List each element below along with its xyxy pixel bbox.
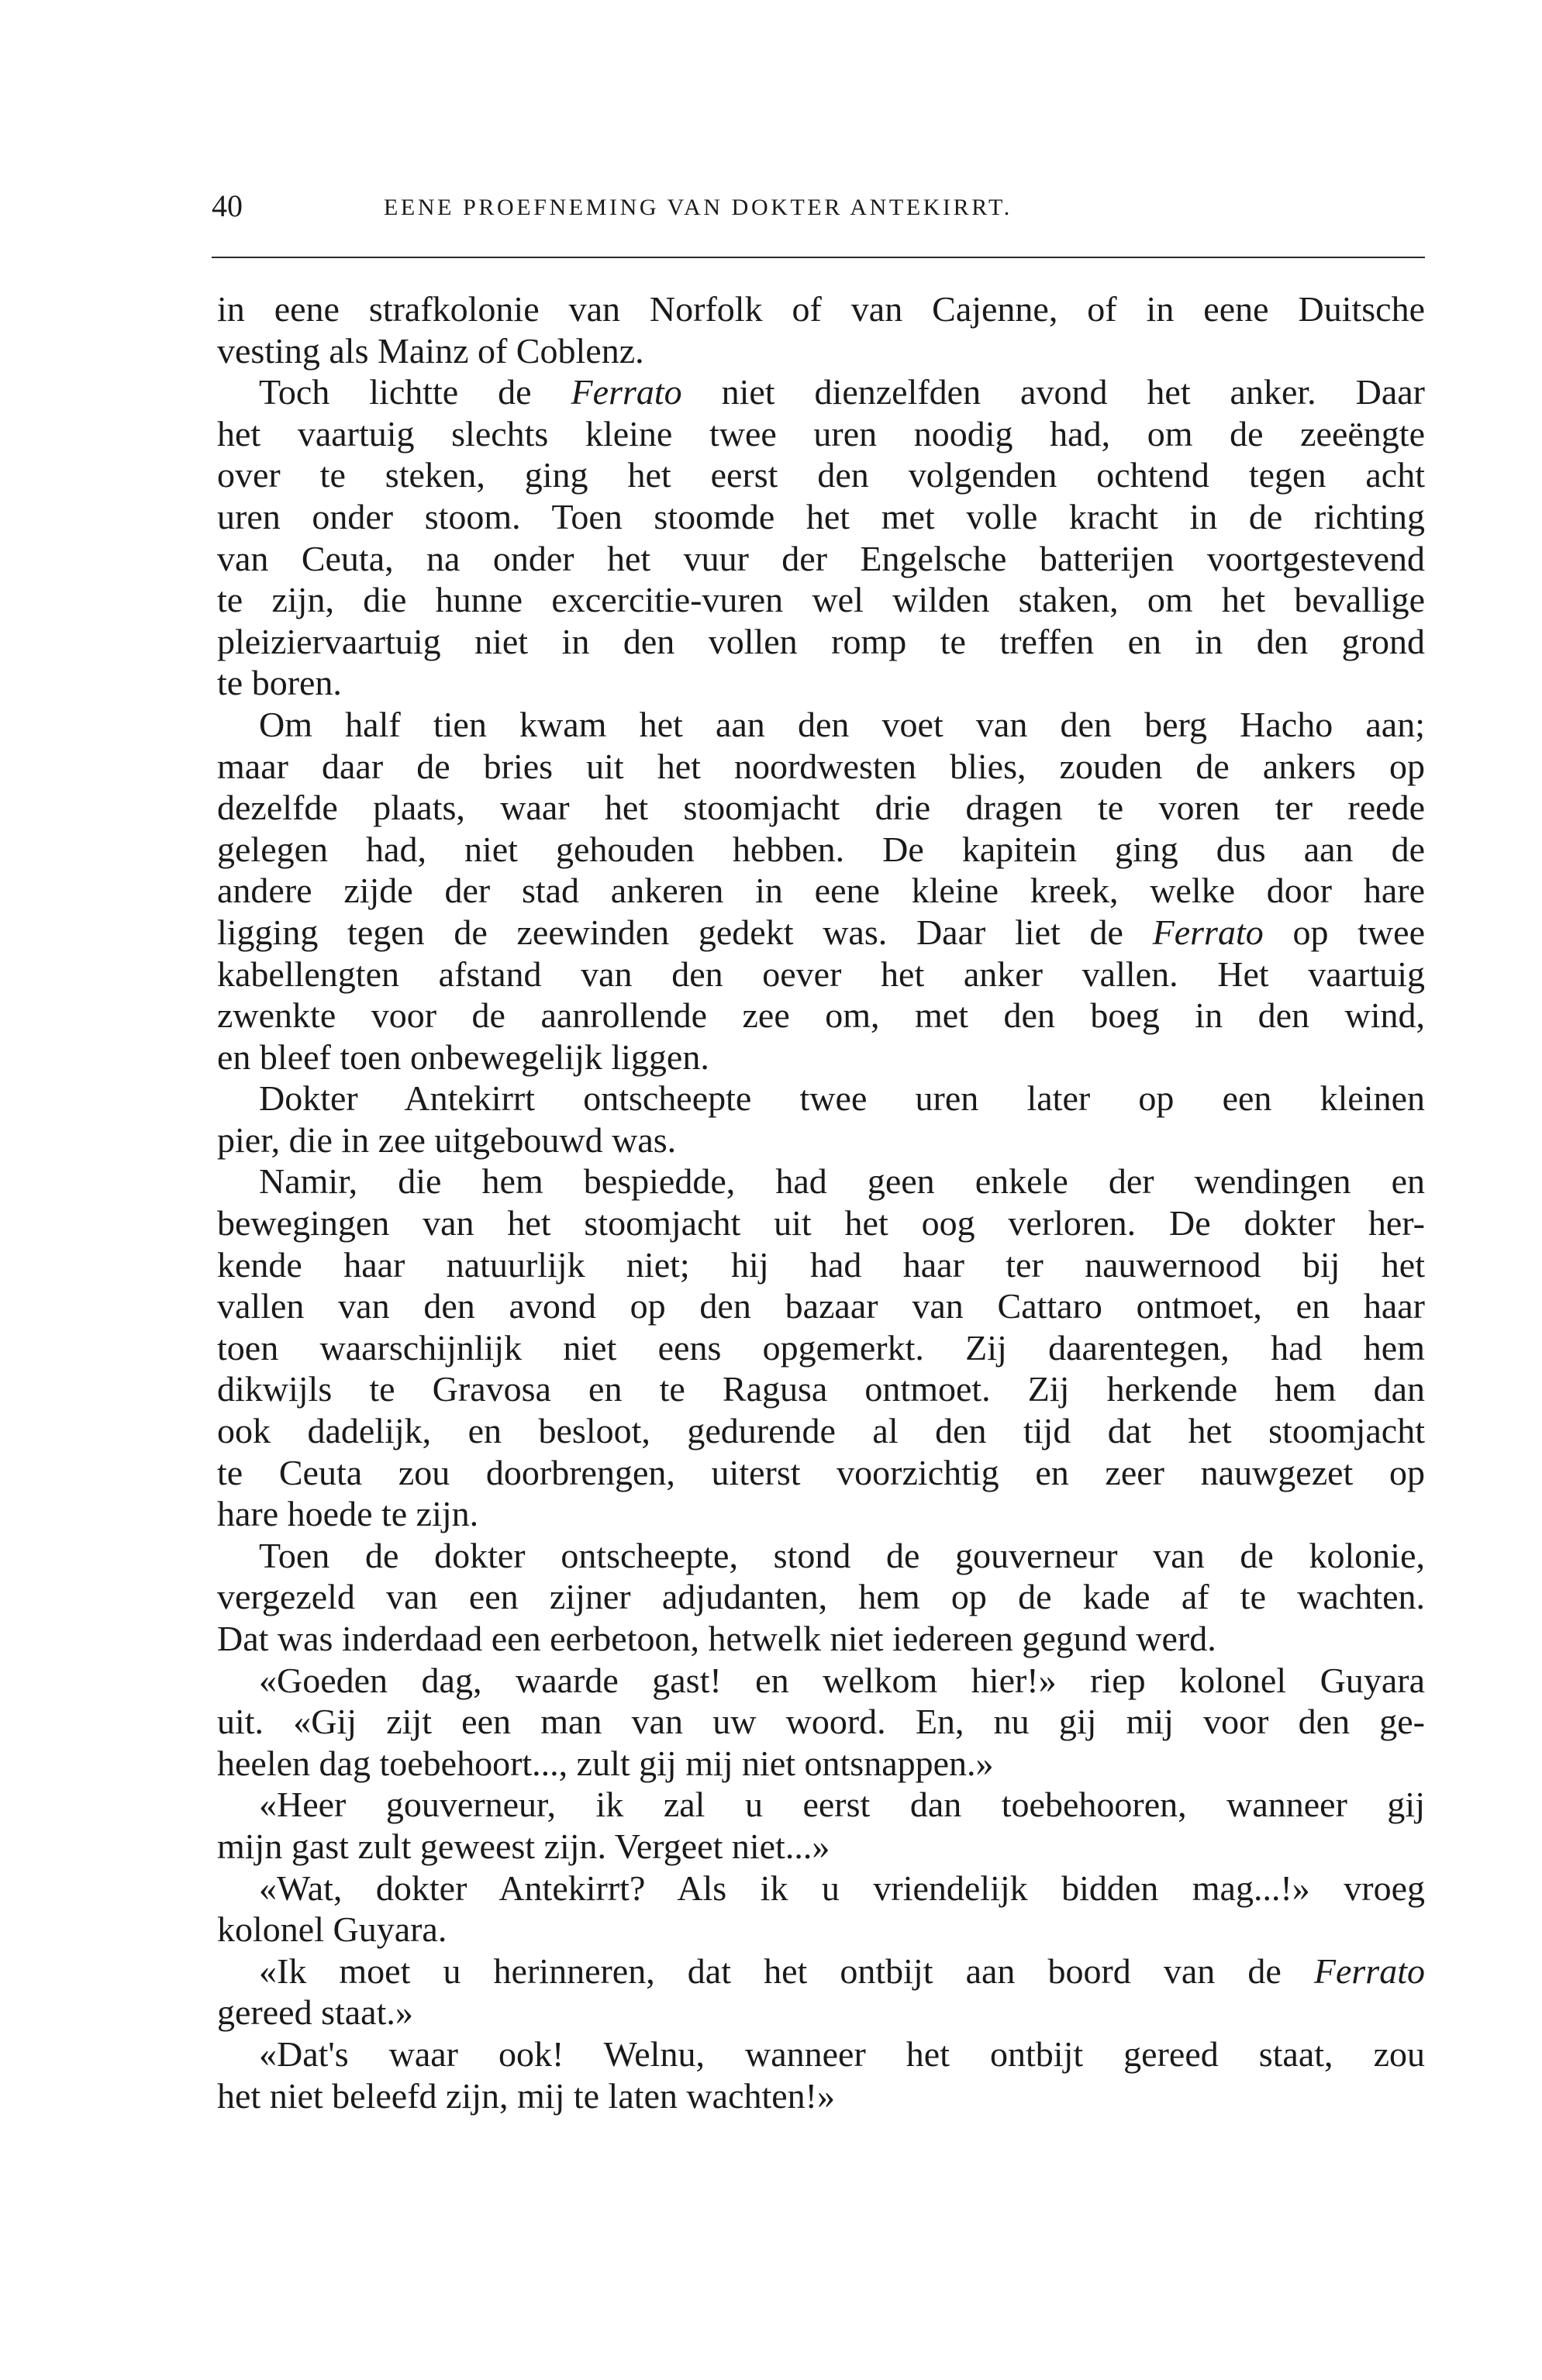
text-line: van Ceuta, na onder het vuur der Engelsche batterijen voortgestevend xyxy=(217,538,1425,578)
text-line: gereed staat.» xyxy=(217,1992,413,2033)
text-line: kolonel Guyara. xyxy=(217,1909,447,1950)
text-line: het niet beleefd zijn, mij te laten wachten!» xyxy=(217,2075,836,2116)
body-text xyxy=(217,288,1425,2116)
text-segment: op twee xyxy=(1263,912,1425,952)
text-line: en bleef toen onbewegelijk liggen. xyxy=(217,1037,709,1077)
text-line: pleiziervaartuig niet in den vollen romp te treffen en in den grond xyxy=(217,621,1425,661)
text-line: Om half tien kwam het aan den voet van den berg Hacho aan; xyxy=(259,704,1425,744)
text-line: hare hoede te zijn. xyxy=(217,1494,479,1534)
text-line: Dat was inderdaad een eerbetoon, hetwelk niet iedereen gegund werd. xyxy=(217,1619,1216,1658)
text-line: kabellengten afstand van den oever het anker vallen. Het vaartuig xyxy=(217,954,1425,994)
italic-ship-name: Ferrato xyxy=(1313,1951,1425,1991)
text-line: uit. «Gij zijt een man van uw woord. En, nu gij mij voor den ge- xyxy=(217,1702,1425,1742)
text-line xyxy=(217,912,1425,954)
text-line: kende haar natuurlijk niet; hij had haar ter nauwernood bij het xyxy=(217,1244,1425,1285)
text-segment: ligging tegen de zeewinden gedekt was. Daar liet de xyxy=(217,912,1153,952)
text-line: vesting als Mainz of Coblenz. xyxy=(217,330,644,371)
text-line: te Ceuta zou doorbrengen, uiterst voorzichtig en zeer nauwgezet op xyxy=(217,1452,1425,1492)
text-line: dikwijls te Gravosa en te Ragusa ontmoet. Zij herkende hem dan xyxy=(217,1369,1425,1409)
text-line: over te steken, ging het eerst den volgenden ochtend tegen acht xyxy=(217,455,1425,495)
text-line: «Wat, dokter Antekirrt? Als ik u vriendelijk bidden mag...!» vroeg xyxy=(259,1868,1425,1908)
text-line xyxy=(217,1951,1425,1992)
text-segment: Toch lichtte de xyxy=(259,372,571,412)
text-line: heelen dag toebehoort..., zult gij mij niet ontsnappen.» xyxy=(217,1743,994,1783)
page-number: 40 xyxy=(212,188,243,223)
text-line: dezelfde plaats, waar het stoomjacht drie dragen te voren ter reede xyxy=(217,788,1425,828)
text-line: gelegen had, niet gehouden hebben. De kapitein ging dus aan de xyxy=(217,829,1425,869)
text-line: Toen de dokter ontscheepte, stond de gouverneur van de kolonie, xyxy=(259,1535,1425,1575)
text-line: maar daar de bries uit het noordwesten blies, zouden de ankers op xyxy=(217,746,1425,786)
italic-ship-name: Ferrato xyxy=(1152,912,1264,952)
italic-ship-name: Ferrato xyxy=(571,372,682,412)
text-line: zwenkte voor de aanrollende zee om, met den boeg in den wind, xyxy=(217,995,1425,1036)
text-line: «Dat's waar ook! Welnu, wanneer het ontbijt gereed staat, zou xyxy=(259,2033,1425,2074)
text-line: bewegingen van het stoomjacht uit het oog verloren. De dokter her- xyxy=(217,1203,1425,1243)
text-line: Dokter Antekirrt ontscheepte twee uren later op een kleinen xyxy=(259,1078,1425,1119)
text-line: vergezeld van een zijner adjudanten, hem op de kade af te wachten. xyxy=(217,1577,1425,1617)
header-rule xyxy=(212,257,1425,258)
running-head xyxy=(212,183,1425,229)
text-segment: «Ik moet u herinneren, dat het ontbijt aan boord van de xyxy=(259,1951,1314,1991)
text-line: het vaartuig slechts kleine twee uren noodig had, om de zeeëngte xyxy=(217,413,1425,454)
running-title: EENE PROEFNEMING VAN DOKTER ANTEKIRRT. xyxy=(384,195,1012,220)
text-line: «Goeden dag, waarde gast! en welkom hier!» riep kolonel Guyara xyxy=(259,1660,1425,1700)
text-line: pier, die in zee uitgebouwd was. xyxy=(217,1119,677,1160)
text-line: ook dadelijk, en besloot, gedurende al den tijd dat het stoomjacht xyxy=(217,1411,1425,1451)
text-line: Namir, die hem bespiedde, had geen enkele der wendingen en xyxy=(259,1161,1425,1202)
text-line: «Heer gouverneur, ik zal u eerst dan toebehooren, wanneer gij xyxy=(259,1785,1425,1825)
text-line xyxy=(217,371,1425,413)
text-line: in eene strafkolonie van Norfolk of van Cajenne, of in eene Duitsche xyxy=(217,289,1425,329)
text-line: andere zijde der stad ankeren in eene kleine kreek, welke door hare xyxy=(217,871,1425,911)
text-line: te boren. xyxy=(217,663,342,703)
text-line: toen waarschijnlijk niet eens opgemerkt. Zij daarentegen, had hem xyxy=(217,1327,1425,1368)
text-line: uren onder stoom. Toen stoomde het met volle kracht in de richting xyxy=(217,496,1425,536)
text-line: mijn gast zult geweest zijn. Vergeet niet...» xyxy=(217,1826,830,1866)
text-line: vallen van den avond op den bazaar van Cattaro ontmoet, en haar xyxy=(217,1286,1425,1326)
text-line: te zijn, die hunne excercitie-vuren wel wilden staken, om het bevallige xyxy=(217,580,1425,620)
text-segment: niet dienzelfden avond het anker. Daar xyxy=(681,372,1425,412)
